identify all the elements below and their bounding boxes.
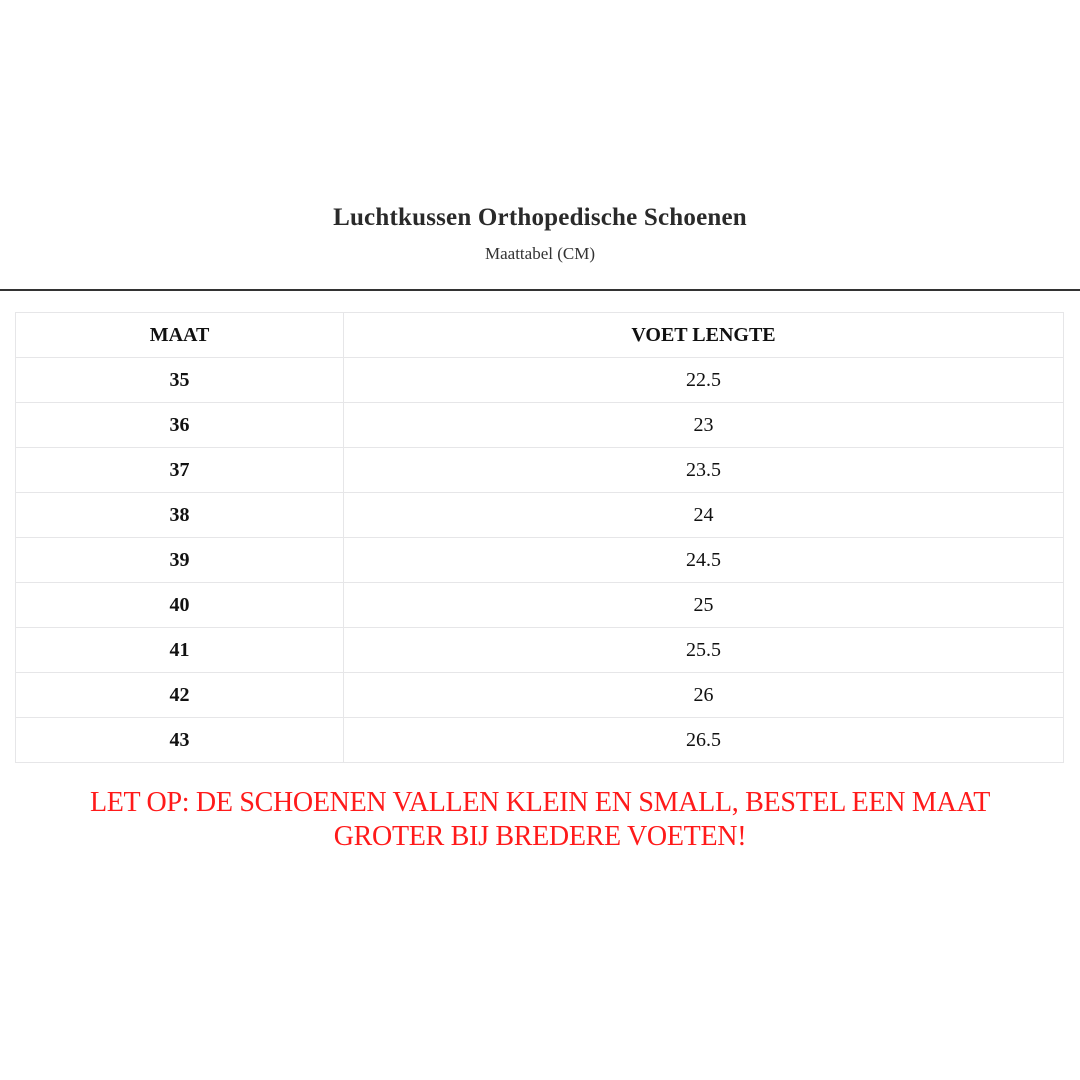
warning-line-1: LET OP: DE SCHOENEN VALLEN KLEIN EN SMALL, BESTEL EEN MAAT [89,787,991,818]
cell-maat: 38 [16,493,344,538]
table-row [16,628,1064,673]
column-header-voet-lengte: VOET LENGTE [344,313,1064,358]
cell-maat: 40 [16,583,344,628]
size-warning [0,786,1080,854]
cell-voet-lengte: 23 [344,403,1064,448]
cell-maat: 42 [16,673,344,718]
page-title: Luchtkussen Orthopedische Schoenen [333,204,747,231]
cell-voet-lengte: 26.5 [344,718,1064,763]
cell-voet-lengte: 26 [344,673,1064,718]
cell-maat: 35 [16,358,344,403]
cell-maat: 41 [16,628,344,673]
table-row [16,583,1064,628]
cell-voet-lengte: 25 [344,583,1064,628]
cell-maat: 39 [16,538,344,583]
table-row [16,718,1064,763]
table-row [16,448,1064,493]
cell-voet-lengte: 22.5 [344,358,1064,403]
cell-voet-lengte: 24.5 [344,538,1064,583]
table-row [16,358,1064,403]
page-subtitle: Maattabel (CM) [485,244,595,263]
cell-maat: 43 [16,718,344,763]
table-row [16,673,1064,718]
cell-voet-lengte: 24 [344,493,1064,538]
cell-maat: 37 [16,448,344,493]
size-table [15,312,1064,763]
table-row [16,538,1064,583]
cell-voet-lengte: 23.5 [344,448,1064,493]
table-row [16,403,1064,448]
table-header-row [16,313,1064,358]
table-row [16,493,1064,538]
divider [0,289,1080,291]
cell-maat: 36 [16,403,344,448]
column-header-maat: MAAT [16,313,344,358]
warning-line-2: GROTER BIJ BREDERE VOETEN! [333,821,747,852]
cell-voet-lengte: 25.5 [344,628,1064,673]
